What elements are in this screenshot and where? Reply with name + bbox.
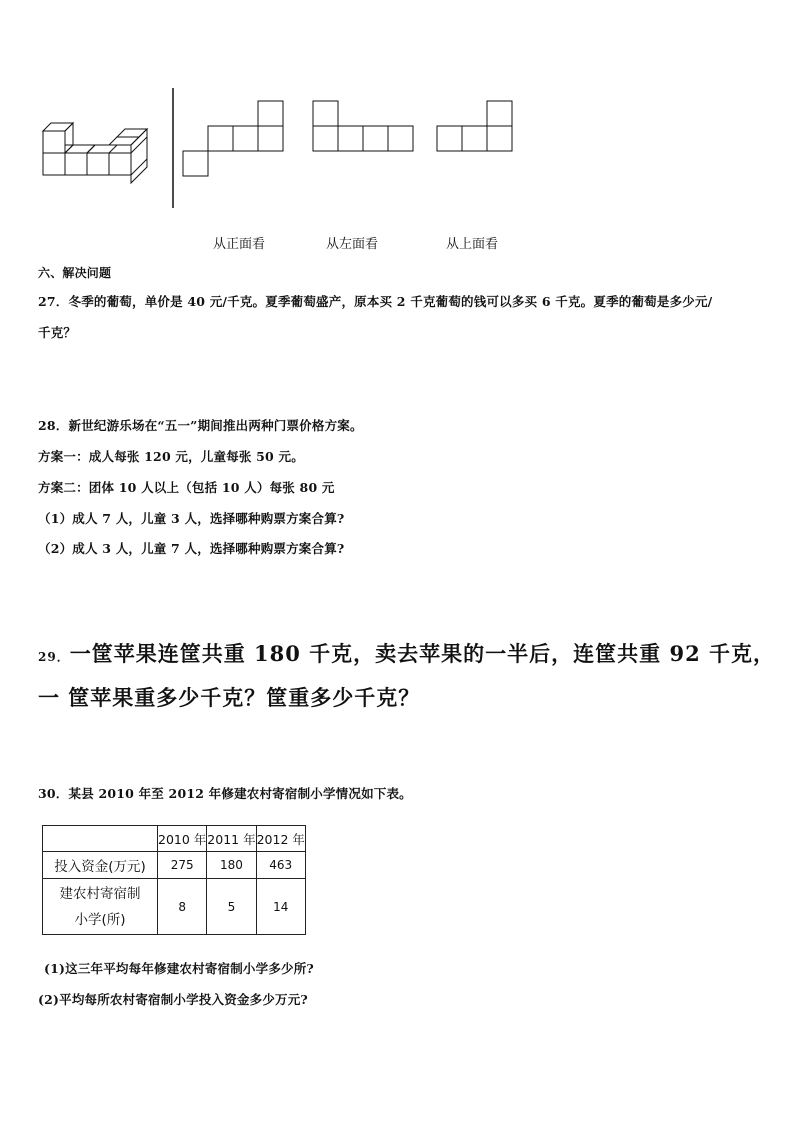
q28-line1: 28．新世纪游乐场在“五一”期间推出两种门票价格方案。 xyxy=(38,418,363,433)
cell-schools-2011: 5 xyxy=(207,879,256,935)
q29-line1 xyxy=(38,638,775,668)
label-left-view: 从左面看 xyxy=(326,237,379,252)
cell-funding-2012: 463 xyxy=(256,852,305,879)
label-top-view: 从上面看 xyxy=(446,237,499,252)
q29-number: 29． xyxy=(38,650,70,664)
label-front-view: 从正面看 xyxy=(213,237,266,252)
table-year-2012: 2012 年 xyxy=(256,826,305,852)
school-table xyxy=(42,825,306,935)
q28-line2: 方案一：成人每张 120 元，儿童每张 50 元。 xyxy=(38,449,304,464)
q30-sub2: (2)平均每所农村寄宿制小学投入资金多少万元? xyxy=(38,992,308,1007)
front-view-grid xyxy=(182,100,286,178)
table-row-schools xyxy=(43,879,306,935)
figure-divider xyxy=(170,88,176,210)
table-year-2010: 2010 年 xyxy=(158,826,207,852)
table-row-funding xyxy=(43,852,306,879)
q27-line2: 千克？ xyxy=(38,325,77,340)
row-schools-label-line2: 小学(所) xyxy=(74,911,126,928)
left-view-grid xyxy=(312,100,416,156)
cube-bottom-row xyxy=(43,145,131,175)
q30-sub1: (1)这三年平均每年修建农村寄宿制小学多少所? xyxy=(44,961,314,976)
row-schools-label-line1: 建农村寄宿制 xyxy=(59,885,141,902)
table-year-2011: 2011 年 xyxy=(207,826,256,852)
q29-line2: 一 筐苹果重多少千克？筐重多少千克？ xyxy=(38,685,421,710)
table-header-row xyxy=(43,826,306,852)
table-corner xyxy=(43,826,158,852)
row-funding-label: 投入资金(万元) xyxy=(43,852,158,879)
cell-funding-2011: 180 xyxy=(207,852,256,879)
cell-schools-2010: 8 xyxy=(158,879,207,935)
q28-line4: （1）成人 7 人，儿童 3 人，选择哪种购票方案合算? xyxy=(38,511,345,526)
cube-figure xyxy=(38,86,168,186)
row-schools-label xyxy=(43,879,158,935)
section-title: 六、解决问题 xyxy=(38,266,112,280)
top-view-grid xyxy=(436,100,516,156)
q28-line5: （2）成人 3 人，儿童 7 人，选择哪种购票方案合算? xyxy=(38,541,345,556)
cube-top-left xyxy=(43,123,73,153)
q29-text-line1: 一筐苹果连筐共重 180 千克，卖去苹果的一半后，连筐共重 92 千克， xyxy=(69,641,776,666)
q28-line3: 方案二：团体 10 人以上（包括 10 人）每张 80 元 xyxy=(38,480,335,495)
q30-intro: 30．某县 2010 年至 2012 年修建农村寄宿制小学情况如下表。 xyxy=(38,786,412,801)
cell-schools-2012: 14 xyxy=(256,879,305,935)
q27-line1: 27．冬季的葡萄，单价是 40 元/千克。夏季葡萄盛产，原本买 2 千克葡萄的钱可以多买 6 千克。夏季的葡萄是多少元/ xyxy=(38,294,713,309)
cell-funding-2010: 275 xyxy=(158,852,207,879)
